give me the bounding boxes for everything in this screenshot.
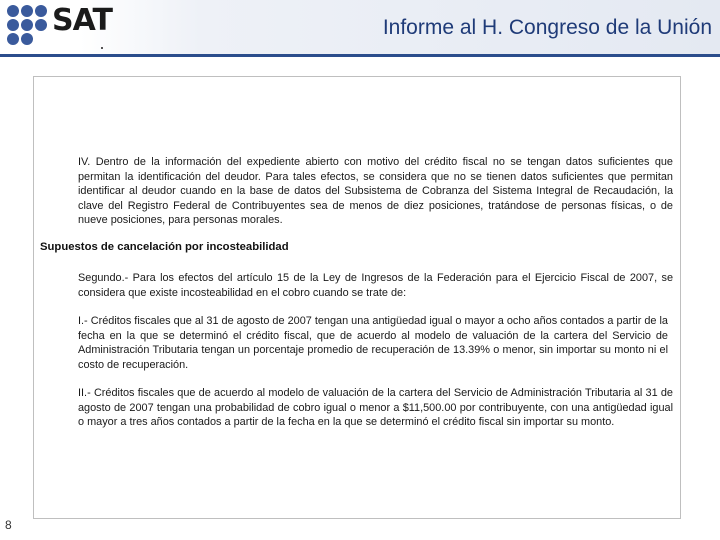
content-panel: [33, 76, 681, 519]
paragraph-iv: IV. Dentro de la información del expediente abierto con motivo del crédito fiscal no se tengan datos suficientes que permitan la identificación del deudor. Para tales efectos, se considera que no se tienen datos suficientes que permitan identificar al deudor cuando en la base de datos del Subsistema de Cobranza del Sistema Integral de Recaudación, la clave del Registro Federal de Contribuyentes sea de menos de diez posiciones, tratándose de personas físicas, o de nueve posiciones, para personas morales.: [78, 156, 673, 227]
logo-dots-icon: [5, 5, 49, 45]
paragraph-segundo: Segundo.- Para los efectos del artículo 15 de la Ley de Ingresos de la Federación para el Ejercicio Fiscal de 2007, se considera que existe incosteabilidad en el cobro cuando se trate de:: [78, 272, 673, 299]
slide-header: [0, 0, 720, 54]
sat-logo: [5, 5, 145, 49]
page-number: 8: [5, 518, 12, 532]
header-divider: [0, 54, 720, 57]
paragraph-i: I.- Créditos fiscales que al 31 de agosto de 2007 tengan una antigüedad igual o mayor a ocho años contados a partir de la fecha en la que se determinó el crédito fiscal, que de acuerdo al modelo de valuación de la cartera del Servicio de Administración Tributaria tengan un porcentaje promedio de recuperación de 13.39% o menor, sin importar su monto ni el costo de recuperación.: [78, 315, 668, 371]
logo-wordmark: SAT: [52, 3, 112, 38]
paragraph-ii: II.- Créditos fiscales que de acuerdo al modelo de valuación de la cartera del Servicio de Administración Tributaria al 31 de agosto de 2007 tengan una probabilidad de cobro igual o menor a $11,500.00 por contribuyente, con una antigüedad igual o mayor a tres años contados a partir de la fecha en la que se determinó el crédito fiscal sin importar su monto.: [78, 387, 673, 429]
page-title: Informe al H. Congreso de la Unión: [382, 16, 712, 39]
section-heading: Supuestos de cancelación por incosteabilidad: [40, 241, 289, 253]
